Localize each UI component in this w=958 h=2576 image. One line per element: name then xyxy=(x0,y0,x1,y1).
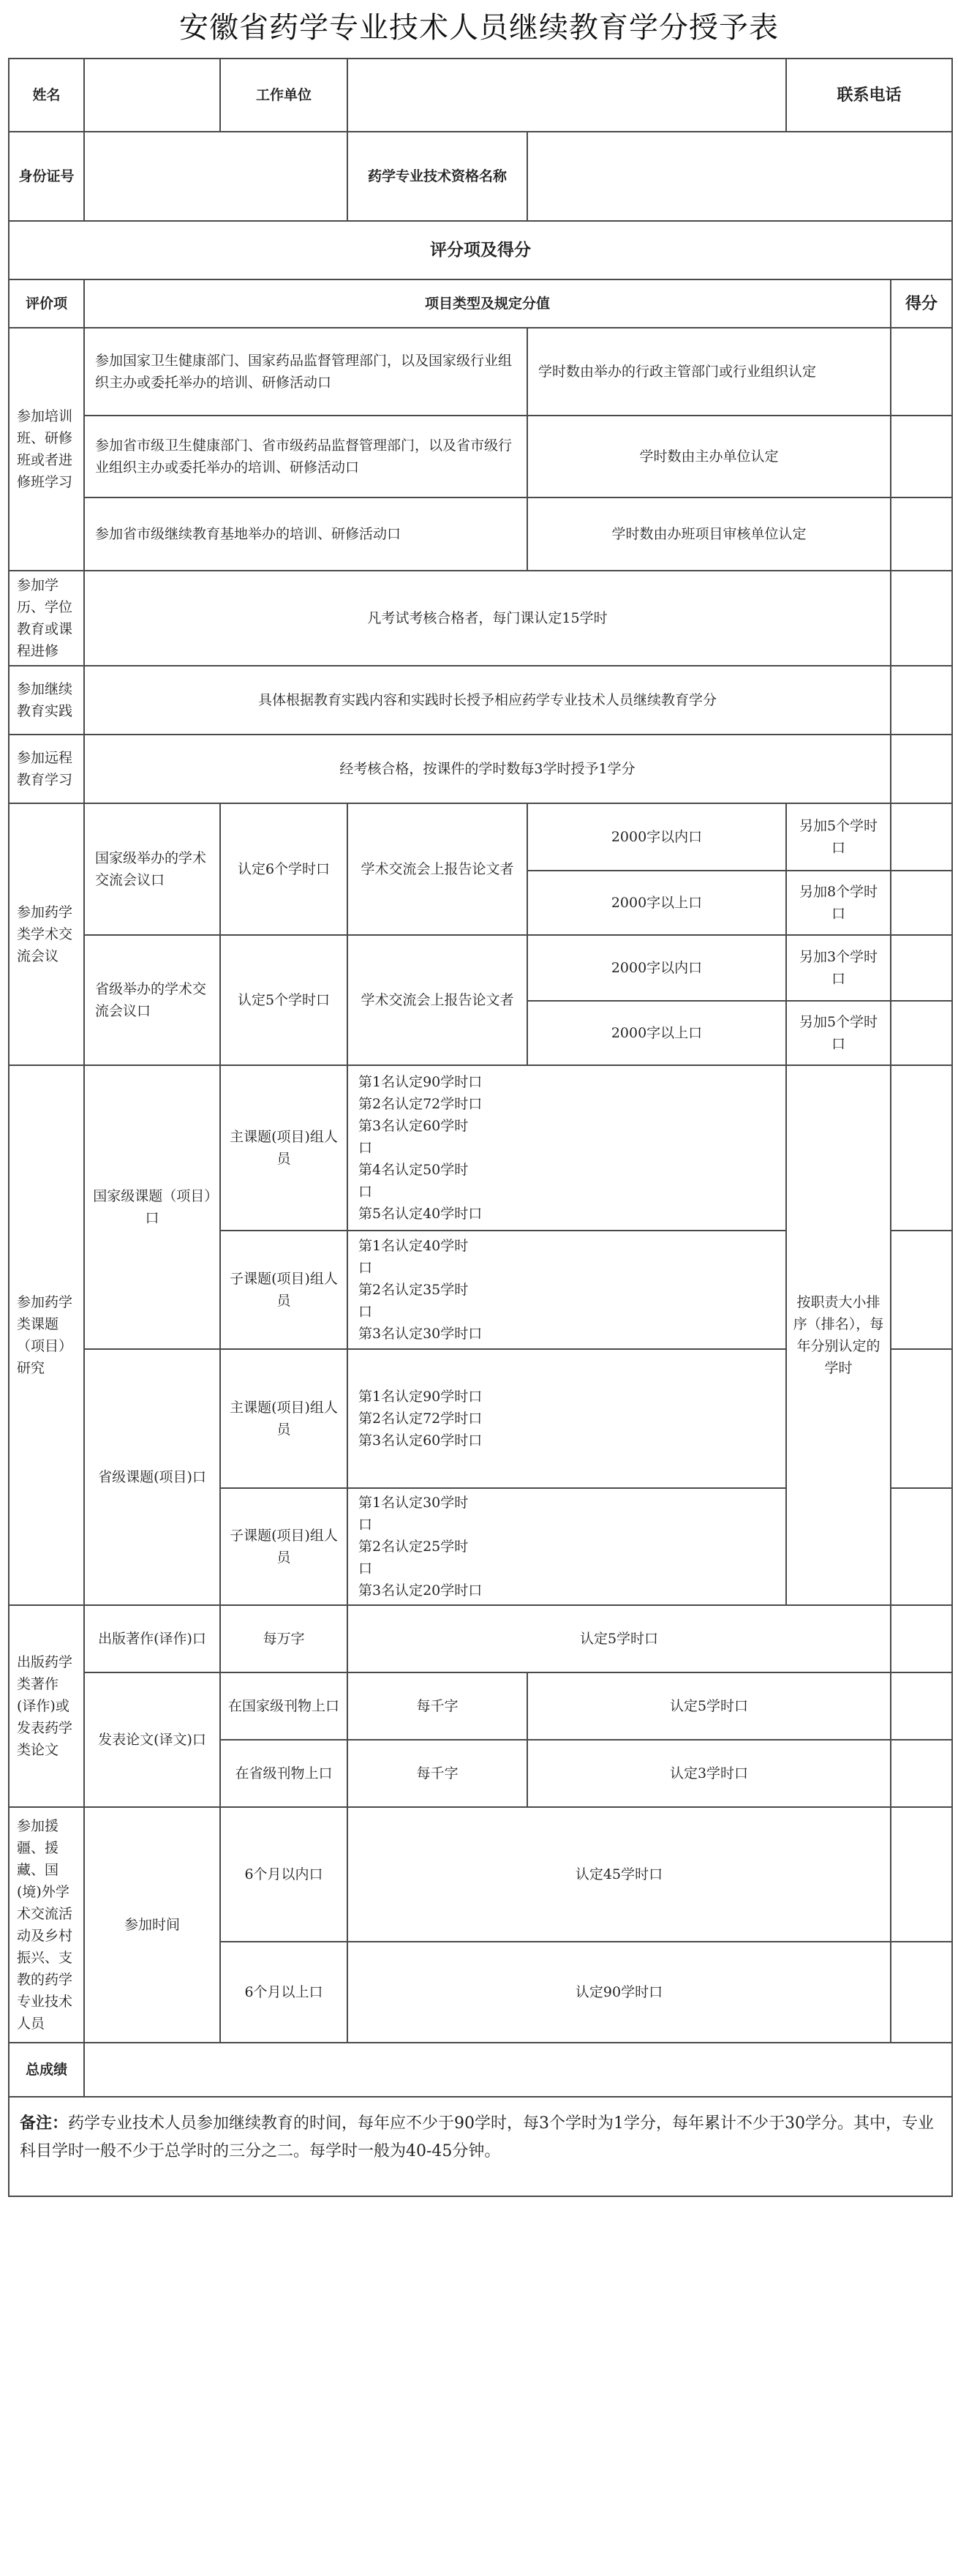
research-rule: 按职责大小排序（排名），每年分别认定的学时 xyxy=(786,1065,891,1605)
publish-book-label: 出版著作(译作)口 xyxy=(84,1605,220,1672)
unit-field[interactable] xyxy=(347,59,786,132)
training-national-desc: 参加国家卫生健康部门、国家药品监督管理部门，以及国家级行业组织主办或委托举办的培训、研修活动口 xyxy=(84,328,527,416)
research-provincial-sub-role: 子课题(项目)组人员 xyxy=(220,1488,347,1605)
id-label: 身份证号 xyxy=(9,132,84,221)
publish-category: 出版药学类著作(译作)或发表药学类论文 xyxy=(9,1605,84,1807)
credit-form-table xyxy=(8,58,953,2197)
conference-provincial-under-extra: 另加3个学时口 xyxy=(786,935,891,1001)
conference-national-paper: 学术交流会上报告论文者 xyxy=(347,803,527,935)
name-label: 姓名 xyxy=(9,59,84,132)
unit-label: 工作单位 xyxy=(220,59,347,132)
research-provincial-label: 省级课题(项目)口 xyxy=(84,1349,220,1605)
conference-national-credit: 认定6个学时口 xyxy=(220,803,347,935)
conference-provincial-credit: 认定5个学时口 xyxy=(220,935,347,1065)
publish-paper-label: 发表论文(译文)口 xyxy=(84,1672,220,1807)
publish-paper-national-rule: 认定5学时口 xyxy=(527,1672,891,1740)
research-national-sub-ranks: 第1名认定40学时 口 第2名认定35学时 口 第3名认定30学时口 xyxy=(347,1231,786,1349)
training-national-rule: 学时数由举办的行政主管部门或行业组织认定 xyxy=(527,328,891,416)
conference-national-under: 2000字以内口 xyxy=(527,803,786,871)
publish-paper-provincial-level: 在省级刊物上口 xyxy=(220,1740,347,1807)
research-provincial-main-ranks: 第1名认定90学时口 第2名认定72学时口 第3名认定60学时口 xyxy=(347,1349,786,1488)
research-category: 参加药学类课题（项目） 研究 xyxy=(9,1065,84,1605)
score-cell[interactable] xyxy=(891,571,952,666)
score-cell[interactable] xyxy=(891,1740,952,1807)
total-label: 总成绩 xyxy=(9,2043,84,2097)
publish-paper-provincial-rule: 认定3学时口 xyxy=(527,1740,891,1807)
score-cell[interactable] xyxy=(891,416,952,497)
research-national-label: 国家级课题（项目）口 xyxy=(84,1065,220,1349)
col-item-header: 评价项 xyxy=(9,279,84,328)
score-cell[interactable] xyxy=(891,1942,952,2043)
conference-national-over: 2000字以上口 xyxy=(527,871,786,935)
id-field[interactable] xyxy=(84,132,347,221)
conference-national-over-extra: 另加8个学时口 xyxy=(786,871,891,935)
score-cell[interactable] xyxy=(891,1672,952,1740)
score-cell[interactable] xyxy=(891,666,952,735)
note-label: 备注： xyxy=(20,2114,69,2133)
publish-book-rule: 认定5学时口 xyxy=(347,1605,891,1672)
support-short-rule: 认定45学时口 xyxy=(347,1807,891,1942)
publish-paper-national-level: 在国家级刊物上口 xyxy=(220,1672,347,1740)
phone-label: 联系电话 xyxy=(786,59,952,132)
score-cell[interactable] xyxy=(891,1807,952,1942)
score-cell[interactable] xyxy=(891,328,952,416)
conference-national-under-extra: 另加5个学时口 xyxy=(786,803,891,871)
score-cell[interactable] xyxy=(891,735,952,803)
score-cell[interactable] xyxy=(891,871,952,935)
support-time-label: 参加时间 xyxy=(84,1807,220,2043)
support-long-rule: 认定90学时口 xyxy=(347,1942,891,2043)
training-base-rule: 学时数由办班项目审核单位认定 xyxy=(527,497,891,571)
col-type-header: 项目类型及规定分值 xyxy=(84,279,891,328)
degree-category: 参加学历、学位教育或课程进修 xyxy=(9,571,84,666)
training-provincial-desc: 参加省市级卫生健康部门、省市级药品监督管理部门，以及省市级行业组织主办或委托举办的培训、研修活动口 xyxy=(84,416,527,497)
publish-book-unit: 每万字 xyxy=(220,1605,347,1672)
research-national-main-role: 主课题(项目)组人员 xyxy=(220,1065,347,1231)
research-provincial-sub-ranks: 第1名认定30学时 口 第2名认定25学时 口 第3名认定20学时口 xyxy=(347,1488,786,1605)
research-national-main-ranks: 第1名认定90学时口 第2名认定72学时口 第3名认定60学时 口 第4名认定50学时 口 第5名认定40学时口 xyxy=(347,1065,786,1231)
support-category: 参加援疆、援藏、国(境)外学术交流活动及乡村振兴、支教的药学专业技术人员 xyxy=(9,1807,84,2043)
practice-rule: 具体根据教育实践内容和实践时长授予相应药学专业技术人员继续教育学分 xyxy=(84,666,891,735)
score-cell[interactable] xyxy=(891,1349,952,1488)
col-score-header: 得分 xyxy=(891,279,952,328)
section-title: 评分项及得分 xyxy=(9,221,952,279)
score-cell[interactable] xyxy=(891,935,952,1001)
remote-category: 参加远程教育学习 xyxy=(9,735,84,803)
training-base-desc: 参加省市级继续教育基地举办的培训、研修活动口 xyxy=(84,497,527,571)
research-provincial-main-role: 主课题(项目)组人员 xyxy=(220,1349,347,1488)
support-short-period: 6个月以内口 xyxy=(220,1807,347,1942)
publish-paper-provincial-unit: 每千字 xyxy=(347,1740,527,1807)
note xyxy=(9,2097,952,2196)
qualification-field[interactable] xyxy=(527,132,952,221)
score-cell[interactable] xyxy=(891,497,952,571)
support-long-period: 6个月以上口 xyxy=(220,1942,347,2043)
total-field[interactable] xyxy=(84,2043,952,2097)
publish-paper-national-unit: 每千字 xyxy=(347,1672,527,1740)
conference-provincial-paper: 学术交流会上报告论文者 xyxy=(347,935,527,1065)
practice-category: 参加继续教育实践 xyxy=(9,666,84,735)
note-text: 药学专业技术人员参加继续教育的时间，每年应不少于90学时，每3个学时为1学分，每年累计不少于30学分。其中，专业科目学时一般不少于总学时的三分之二。每学时一般为40-45分钟。 xyxy=(20,2114,935,2160)
conference-provincial-over: 2000字以上口 xyxy=(527,1001,786,1065)
conference-provincial-label: 省级举办的学术交流会议口 xyxy=(84,935,220,1065)
training-provincial-rule: 学时数由主办单位认定 xyxy=(527,416,891,497)
page-title: 安徽省药学专业技术人员继续教育学分授予表 xyxy=(179,11,779,45)
score-cell[interactable] xyxy=(891,1001,952,1065)
research-national-sub-role: 子课题(项目)组人员 xyxy=(220,1231,347,1349)
score-cell[interactable] xyxy=(891,803,952,871)
score-cell[interactable] xyxy=(891,1065,952,1231)
score-cell[interactable] xyxy=(891,1488,952,1605)
conference-national-label: 国家级举办的学术交流会议口 xyxy=(84,803,220,935)
conference-provincial-under: 2000字以内口 xyxy=(527,935,786,1001)
remote-rule: 经考核合格，按课件的学时数每3学时授予1学分 xyxy=(84,735,891,803)
conference-provincial-over-extra: 另加5个学时口 xyxy=(786,1001,891,1065)
conference-category: 参加药学类学术交流会议 xyxy=(9,803,84,1065)
name-field[interactable] xyxy=(84,59,220,132)
training-category: 参加培训班、研修班或者进修班学习 xyxy=(9,328,84,571)
score-cell[interactable] xyxy=(891,1231,952,1349)
score-cell[interactable] xyxy=(891,1605,952,1672)
qualification-label: 药学专业技术资格名称 xyxy=(347,132,527,221)
degree-rule: 凡考试考核合格者，每门课认定15学时 xyxy=(84,571,891,666)
